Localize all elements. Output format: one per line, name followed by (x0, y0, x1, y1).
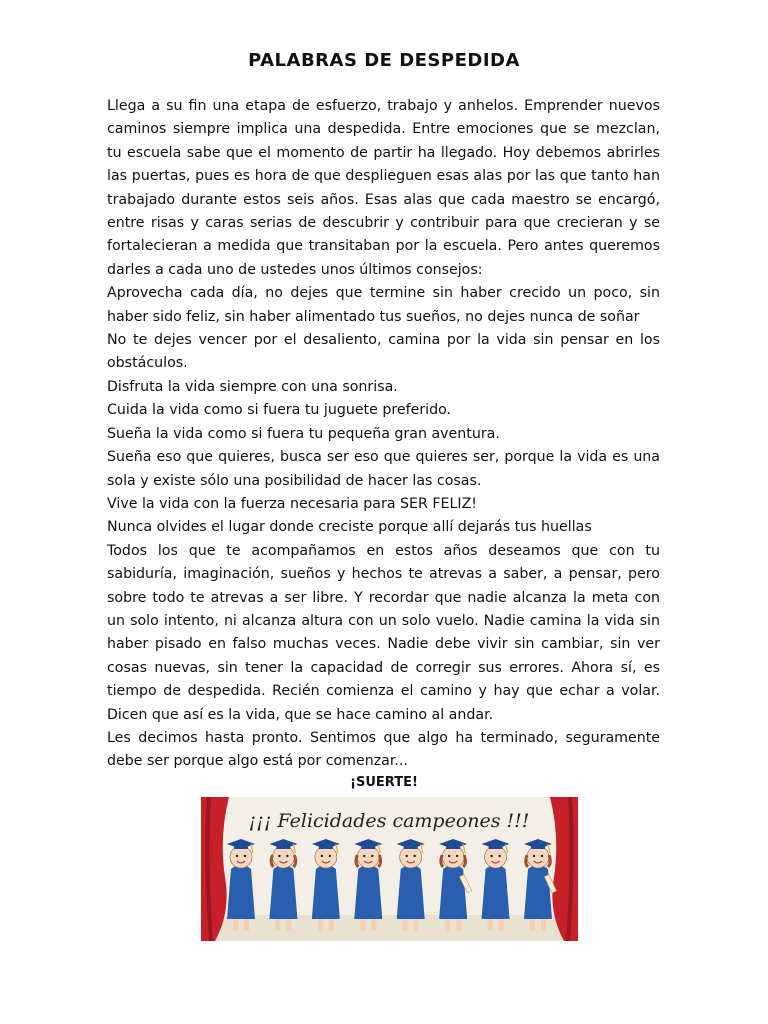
graduate-figure (482, 839, 510, 931)
graduates-illustration (201, 797, 578, 941)
page-title: PALABRAS DE DESPEDIDA (248, 50, 520, 71)
leg (414, 919, 419, 931)
eye (363, 855, 365, 857)
gown (397, 865, 425, 919)
leg (318, 919, 323, 931)
advice-line: No te dejes vencer por el desaliento, camina por la vida sin pensar en los obstáculos. (107, 332, 660, 372)
leg (541, 919, 546, 931)
graduate-figure (397, 839, 425, 931)
gown (524, 865, 552, 919)
eye (456, 855, 458, 857)
eye (371, 855, 373, 857)
cap-band (446, 845, 460, 849)
eye (236, 855, 238, 857)
eye (448, 855, 450, 857)
good-luck-heading: ¡SUERTE! (350, 775, 418, 790)
advice-line: Vive la vida con la fuerza necesaria para SER FELIZ! (107, 495, 477, 512)
eye (541, 855, 543, 857)
eye (498, 855, 500, 857)
gown (439, 865, 467, 919)
farewell-text (107, 95, 660, 774)
graduate-figure (354, 839, 382, 931)
eye (244, 855, 246, 857)
advice-line: Cuida la vida como si fuera tu juguete preferido. (107, 402, 452, 419)
gown (227, 865, 255, 919)
advice-line: Nunca olvides el lugar donde creciste porque allí dejarás tus huellas (107, 519, 592, 536)
paragraph-intro: Llega a su fin una etapa de esfuerzo, trabajo y anhelos. Emprender nuevos caminos siempre implica una despedida. Entre emociones que se mezclan, tu escuela sabe que el momento de partir ha llegado. Hoy debemos abrirles las puertas, pues es hora de que desplieguen esas alas por las que tanto han trabajado durante estos seis años. Esas alas que cada maestro se encargó, entre risas y caras serias de descubrir y contribuir para que crecieran y se fortalecieran a medida que transitaban por la escuela. Pero antes queremos darles a cada uno de ustedes unos últimos consejos: (107, 98, 660, 278)
head (527, 846, 549, 868)
eye (533, 855, 535, 857)
cap-band (531, 845, 545, 849)
leg (275, 919, 280, 931)
eye (414, 855, 416, 857)
leg (488, 919, 493, 931)
eye (278, 855, 280, 857)
leg (499, 919, 504, 931)
head (400, 846, 422, 868)
advice-line: Sueña eso que quieres, busca ser eso que quieres ser, porque la vida es una sola y existe sólo una posibilidad de hacer las cosas. (107, 449, 660, 489)
eye (286, 855, 288, 857)
head (230, 846, 252, 868)
eye (329, 855, 331, 857)
head (357, 846, 379, 868)
head (442, 846, 464, 868)
banner-text: ¡¡¡ Felicidades campeones !!! (248, 810, 530, 832)
eye (406, 855, 408, 857)
leg (329, 919, 334, 931)
cap-band (404, 845, 418, 849)
gown (354, 865, 382, 919)
advice-line: Sueña la vida como si fuera tu pequeña gran aventura. (107, 425, 500, 442)
leg (233, 919, 238, 931)
leg (456, 919, 461, 931)
leg (244, 919, 249, 931)
leg (286, 919, 291, 931)
paragraph-closing: Todos los que te acompañamos en estos años deseamos que con tu sabiduría, imaginación, sueños y hechos te atrevas a saber, a pensar, pero sobre todo te atrevas a ser libre. Y recordar que nadie alcanza la meta con un solo intento, ni alcanza altura con un solo vuelo. Nadie camina la vida sin haber pisado en falso muchas veces. Nadie debe vivir sin cambiar, sin ver cosas nuevas, sin tener la capacidad de corregir sus errores. Ahora sí, es tiempo de despedida. Recién comienza el camino y hay que echar a volar. Dicen que así es la vida, que se hace camino al andar. (107, 542, 660, 723)
eye (490, 855, 492, 857)
graduates-drawing (201, 797, 578, 941)
leg (360, 919, 365, 931)
eye (321, 855, 323, 857)
cap-band (234, 845, 248, 849)
graduate-figure (269, 839, 297, 931)
head (485, 846, 507, 868)
cap-band (276, 845, 290, 849)
advice-line: Disfruta la vida siempre con una sonrisa. (107, 378, 398, 395)
cap-band (319, 845, 333, 849)
graduate-figure (227, 839, 255, 931)
head (315, 846, 337, 868)
leg (445, 919, 450, 931)
gown (482, 865, 510, 919)
head (272, 846, 294, 868)
gown (312, 865, 340, 919)
cap-band (489, 845, 503, 849)
cap-band (361, 845, 375, 849)
leg (530, 919, 535, 931)
advice-line: Aprovecha cada día, no dejes que termine sin haber crecido un poco, sin haber sido feliz, sin haber alimentado tus sueños, no dejes nunca de soñar (107, 285, 660, 325)
paragraph-farewell: Les decimos hasta pronto. Sentimos que algo ha terminado, seguramente debe ser porque algo está por comenzar... (107, 729, 660, 770)
gown (269, 865, 297, 919)
graduate-figure (312, 839, 340, 931)
leg (371, 919, 376, 931)
leg (403, 919, 408, 931)
